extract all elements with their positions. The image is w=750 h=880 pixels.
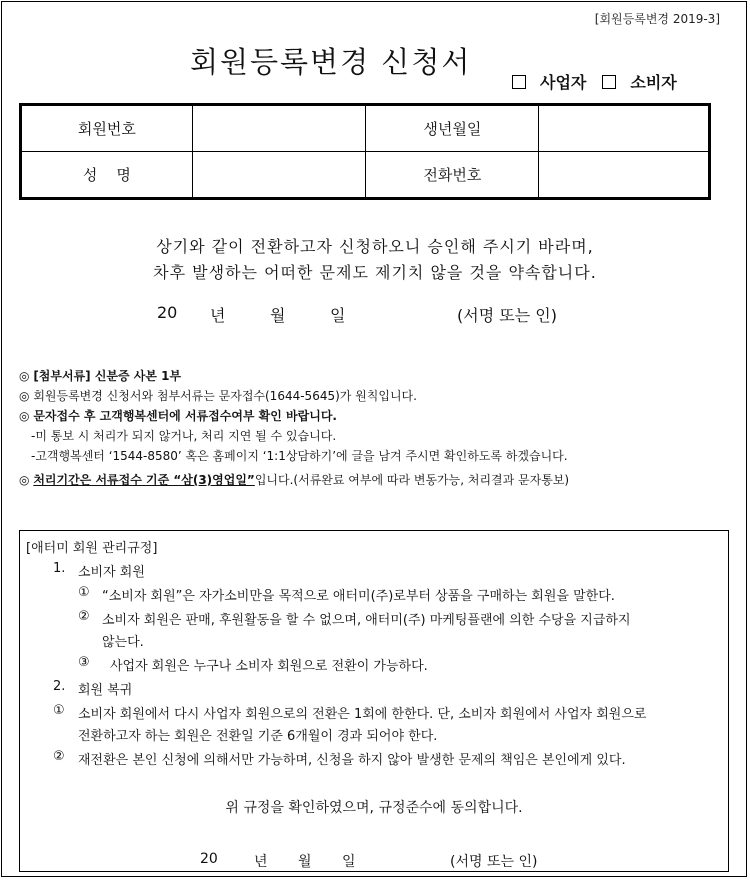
rule-item: 소비자 회원은 판매, 후원활동을 할 수 없으며, 애터미(주) 마케팅플랜에 의한 수당을 지급하지	[102, 613, 631, 628]
signature-label: (서명 또는 인)	[457, 306, 557, 325]
note-mark: ◎	[19, 389, 30, 403]
item-mark: ①	[78, 585, 90, 600]
item-mark: ①	[53, 703, 65, 718]
processing-period: 처리기간은 서류접수 기준 “삼(3)영업일”	[33, 473, 255, 487]
rule-item-cont: 않는다.	[102, 635, 144, 650]
date-year-unit: 년	[210, 306, 226, 325]
phone-label: 전화번호	[366, 152, 539, 199]
date-month-unit: 월	[298, 854, 312, 870]
birth-date-field[interactable]	[539, 105, 710, 152]
date-day-unit: 일	[330, 306, 346, 325]
business-checkbox[interactable]	[512, 75, 526, 89]
phone-field[interactable]	[539, 152, 710, 199]
note-mark: ◎	[19, 409, 30, 423]
form-code: [회원등록변경 2019-3]	[594, 12, 720, 26]
birth-date-label: 생년월일	[366, 105, 539, 152]
request-line-1: 상기와 같이 전환하고자 신청하오니 승인해 주시기 바라며,	[156, 237, 594, 256]
note-sub-item: -고객행복센터 ‘1544-8580’ 혹은 홈페이지 ‘1:1상담하기’에 글을 남겨 주시면 확인하도록 하겠습니다.	[31, 449, 568, 463]
note-text: 문자접수 후 고객행복센터에 서류접수여부 확인 바랍니다.	[33, 409, 337, 423]
business-checkbox-label: 사업자	[540, 73, 587, 92]
note-confirm	[19, 407, 337, 424]
name-field[interactable]	[192, 152, 366, 199]
date-year: 20	[200, 851, 218, 867]
member-no-field[interactable]	[192, 105, 366, 152]
signature-label: (서명 또는 인)	[450, 854, 538, 870]
rule-item: 재전환은 본인 신청에 의해서만 가능하며, 신청을 하지 않아 발생한 문제의 책임은 본인에게 있다.	[78, 753, 626, 768]
section-number: 2.	[53, 679, 66, 694]
note-submission	[19, 387, 417, 404]
note-text: [첨부서류] 신분증 사본 1부	[33, 369, 182, 383]
rule-item: “소비자 회원”은 자가소비만을 목적으로 애터미(주)로부터 상품을 구매하는 회원을 말한다.	[102, 589, 615, 604]
note-processing	[19, 471, 569, 488]
note-text: 입니다.(서류완료 여부에 따라 변동가능, 처리결과 문자통보)	[254, 473, 570, 487]
rule-item-cont: 전환하고자 하는 회원은 전환일 기준 6개월이 경과 되어야 한다.	[78, 729, 438, 744]
member-no-label: 회원번호	[21, 105, 193, 152]
date-month-unit: 월	[270, 306, 286, 325]
section-number: 1.	[53, 561, 66, 576]
agreement-statement: 위 규정을 확인하였으며, 규정준수에 동의합니다.	[225, 800, 523, 816]
section-title: 소비자 회원	[78, 565, 145, 580]
note-mark: ◎	[19, 473, 30, 487]
rule-item: 소비자 회원에서 다시 사업자 회원으로의 전환은 1회에 한한다. 단, 소비자 회원에서 사업자 회원으로	[78, 707, 647, 722]
item-mark: ③	[78, 655, 90, 670]
member-info-table	[19, 103, 711, 200]
rules-heading: [애터미 회원 관리규정]	[26, 541, 158, 556]
item-mark: ②	[78, 609, 90, 624]
rule-item: 사업자 회원은 누구나 소비자 회원으로 전환이 가능하다.	[110, 659, 428, 674]
note-mark: ◎	[19, 369, 30, 383]
date-year-unit: 년	[254, 854, 268, 870]
date-year: 20	[157, 303, 178, 322]
rules-box	[19, 530, 729, 872]
request-line-2: 차후 발생하는 어떠한 문제도 제기치 않을 것을 약속합니다.	[153, 263, 597, 282]
consumer-checkbox-label: 소비자	[630, 73, 677, 92]
form-title: 회원등록변경 신청서	[190, 45, 472, 79]
name-label: 성 명	[21, 152, 193, 199]
date-day-unit: 일	[342, 854, 356, 870]
consumer-checkbox[interactable]	[602, 75, 616, 89]
note-sub-item: -미 통보 시 처리가 되지 않거나, 처리 지연 될 수 있습니다.	[31, 429, 337, 443]
table-row	[21, 105, 710, 152]
member-type-checkboxes	[512, 70, 693, 93]
table-row	[21, 152, 710, 199]
note-attachment	[19, 367, 181, 384]
item-mark: ②	[53, 749, 65, 764]
section-title: 회원 복귀	[78, 683, 133, 698]
note-text: 회원등록변경 신청서와 첨부서류는 문자접수(1644-5645)가 원칙입니다.	[33, 389, 417, 403]
